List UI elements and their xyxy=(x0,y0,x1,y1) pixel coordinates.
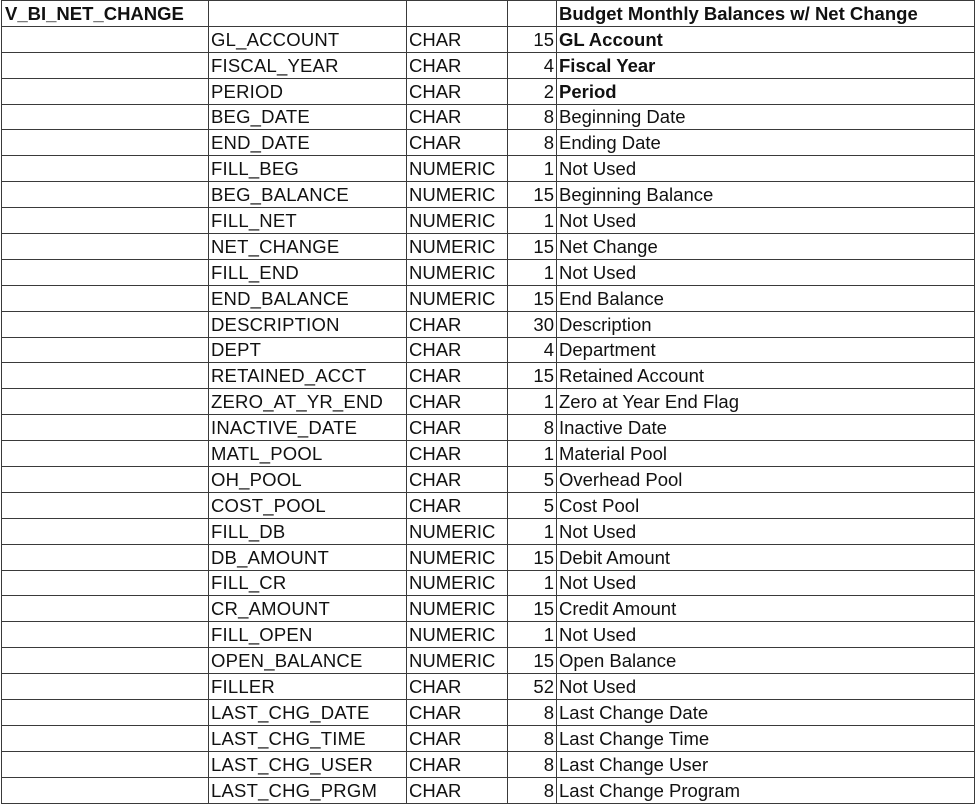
field-name-cell[interactable]: FILL_CR xyxy=(209,570,407,596)
field-name-cell[interactable]: END_BALANCE xyxy=(209,285,407,311)
field-name-cell[interactable]: FILLER xyxy=(209,674,407,700)
table-row xyxy=(2,78,975,104)
field-description-cell[interactable]: Not Used xyxy=(557,518,975,544)
field-name-cell[interactable]: COST_POOL xyxy=(209,492,407,518)
empty-cell[interactable] xyxy=(2,570,209,596)
field-type-cell[interactable]: CHAR xyxy=(407,492,508,518)
table-body xyxy=(2,1,975,804)
field-name-cell[interactable]: FILL_BEG xyxy=(209,156,407,182)
field-name-cell[interactable]: END_DATE xyxy=(209,130,407,156)
empty-cell[interactable] xyxy=(2,311,209,337)
field-length-cell[interactable]: 1 xyxy=(508,208,557,234)
table-row xyxy=(2,104,975,130)
table-row xyxy=(2,234,975,260)
empty-cell[interactable] xyxy=(2,777,209,803)
field-type-cell[interactable]: CHAR xyxy=(407,751,508,777)
field-type-cell[interactable]: NUMERIC xyxy=(407,285,508,311)
empty-cell[interactable] xyxy=(2,285,209,311)
field-length-cell[interactable]: 1 xyxy=(508,622,557,648)
field-name-cell[interactable]: LAST_CHG_PRGM xyxy=(209,777,407,803)
field-length-cell[interactable]: 2 xyxy=(508,78,557,104)
field-description-cell[interactable]: Last Change Date xyxy=(557,700,975,726)
field-description-cell[interactable]: Retained Account xyxy=(557,363,975,389)
field-type-cell[interactable]: CHAR xyxy=(407,725,508,751)
table-row xyxy=(2,544,975,570)
field-length-cell[interactable]: 8 xyxy=(508,130,557,156)
field-description-cell[interactable]: Zero at Year End Flag xyxy=(557,389,975,415)
field-type-cell[interactable]: CHAR xyxy=(407,389,508,415)
field-length-cell[interactable]: 1 xyxy=(508,259,557,285)
table-row xyxy=(2,337,975,363)
header-row xyxy=(2,1,975,27)
field-length-cell[interactable]: 1 xyxy=(508,389,557,415)
table-row xyxy=(2,441,975,467)
field-type-cell[interactable]: CHAR xyxy=(407,52,508,78)
table-row xyxy=(2,52,975,78)
field-length-cell[interactable]: 30 xyxy=(508,311,557,337)
field-name-cell[interactable]: LAST_CHG_TIME xyxy=(209,725,407,751)
field-name-cell[interactable]: BEG_BALANCE xyxy=(209,182,407,208)
table-row xyxy=(2,648,975,674)
field-type-cell[interactable]: NUMERIC xyxy=(407,622,508,648)
empty-cell[interactable] xyxy=(2,156,209,182)
field-name-cell[interactable]: DB_AMOUNT xyxy=(209,544,407,570)
empty-cell[interactable] xyxy=(2,234,209,260)
table-row xyxy=(2,130,975,156)
field-name-cell[interactable]: RETAINED_ACCT xyxy=(209,363,407,389)
field-type-cell[interactable]: CHAR xyxy=(407,700,508,726)
field-type-cell[interactable]: CHAR xyxy=(407,415,508,441)
field-description-cell[interactable]: Inactive Date xyxy=(557,415,975,441)
empty-cell[interactable] xyxy=(2,78,209,104)
field-length-cell[interactable]: 15 xyxy=(508,285,557,311)
field-description-cell[interactable]: Not Used xyxy=(557,570,975,596)
table-row xyxy=(2,570,975,596)
field-length-cell[interactable]: 5 xyxy=(508,492,557,518)
field-type-cell[interactable]: CHAR xyxy=(407,130,508,156)
field-description-cell[interactable]: Credit Amount xyxy=(557,596,975,622)
field-type-cell[interactable]: CHAR xyxy=(407,311,508,337)
field-definition-table xyxy=(1,0,975,804)
field-name-cell[interactable]: FISCAL_YEAR xyxy=(209,52,407,78)
field-type-cell[interactable]: CHAR xyxy=(407,363,508,389)
field-type-cell[interactable]: NUMERIC xyxy=(407,208,508,234)
field-name-cell[interactable]: OH_POOL xyxy=(209,467,407,493)
field-type-cell[interactable]: NUMERIC xyxy=(407,648,508,674)
field-type-cell[interactable]: NUMERIC xyxy=(407,570,508,596)
field-description-cell[interactable]: Not Used xyxy=(557,674,975,700)
field-name-cell[interactable]: DEPT xyxy=(209,337,407,363)
field-description-cell[interactable]: Last Change Time xyxy=(557,725,975,751)
field-length-cell[interactable]: 4 xyxy=(508,52,557,78)
field-length-cell[interactable]: 8 xyxy=(508,700,557,726)
table-row xyxy=(2,259,975,285)
field-name-cell[interactable]: MATL_POOL xyxy=(209,441,407,467)
field-name-cell[interactable]: LAST_CHG_USER xyxy=(209,751,407,777)
empty-cell[interactable] xyxy=(2,389,209,415)
table-row xyxy=(2,285,975,311)
field-length-cell[interactable]: 15 xyxy=(508,544,557,570)
field-description-cell[interactable]: Material Pool xyxy=(557,441,975,467)
empty-cell[interactable] xyxy=(2,467,209,493)
field-description-cell[interactable]: Overhead Pool xyxy=(557,467,975,493)
field-type-cell[interactable]: CHAR xyxy=(407,674,508,700)
empty-cell[interactable] xyxy=(407,1,508,27)
empty-cell[interactable] xyxy=(2,363,209,389)
field-length-cell[interactable]: 8 xyxy=(508,415,557,441)
field-description-cell[interactable]: Cost Pool xyxy=(557,492,975,518)
table-row xyxy=(2,751,975,777)
field-name-cell[interactable]: ZERO_AT_YR_END xyxy=(209,389,407,415)
field-length-cell[interactable]: 15 xyxy=(508,234,557,260)
field-description-cell[interactable]: Description xyxy=(557,311,975,337)
field-name-cell[interactable]: CR_AMOUNT xyxy=(209,596,407,622)
field-description-cell[interactable]: Not Used xyxy=(557,622,975,648)
empty-cell[interactable] xyxy=(2,596,209,622)
empty-cell[interactable] xyxy=(2,441,209,467)
field-name-cell[interactable]: FILL_OPEN xyxy=(209,622,407,648)
field-length-cell[interactable]: 8 xyxy=(508,725,557,751)
field-length-cell[interactable]: 8 xyxy=(508,104,557,130)
empty-cell[interactable] xyxy=(2,130,209,156)
field-length-cell[interactable]: 8 xyxy=(508,751,557,777)
field-type-cell[interactable]: NUMERIC xyxy=(407,234,508,260)
field-name-cell[interactable]: NET_CHANGE xyxy=(209,234,407,260)
field-length-cell[interactable]: 15 xyxy=(508,648,557,674)
table-row xyxy=(2,26,975,52)
empty-cell[interactable] xyxy=(2,674,209,700)
field-type-cell[interactable]: NUMERIC xyxy=(407,518,508,544)
empty-cell[interactable] xyxy=(2,52,209,78)
empty-cell[interactable] xyxy=(2,259,209,285)
empty-cell[interactable] xyxy=(2,544,209,570)
field-length-cell[interactable]: 1 xyxy=(508,441,557,467)
field-name-cell[interactable]: OPEN_BALANCE xyxy=(209,648,407,674)
field-type-cell[interactable]: NUMERIC xyxy=(407,156,508,182)
field-description-cell[interactable]: Beginning Date xyxy=(557,104,975,130)
table-row xyxy=(2,777,975,803)
empty-cell[interactable] xyxy=(2,182,209,208)
field-length-cell[interactable]: 52 xyxy=(508,674,557,700)
empty-cell[interactable] xyxy=(2,518,209,544)
field-type-cell[interactable]: CHAR xyxy=(407,337,508,363)
field-name-cell[interactable]: FILL_DB xyxy=(209,518,407,544)
table-row xyxy=(2,311,975,337)
table-row xyxy=(2,518,975,544)
field-description-cell[interactable]: Net Change xyxy=(557,234,975,260)
field-description-cell[interactable]: End Balance xyxy=(557,285,975,311)
table-row xyxy=(2,467,975,493)
field-length-cell[interactable]: 15 xyxy=(508,363,557,389)
field-type-cell[interactable]: NUMERIC xyxy=(407,544,508,570)
empty-cell[interactable] xyxy=(2,622,209,648)
field-type-cell[interactable]: CHAR xyxy=(407,104,508,130)
empty-cell[interactable] xyxy=(2,26,209,52)
field-type-cell[interactable]: NUMERIC xyxy=(407,259,508,285)
table-row xyxy=(2,596,975,622)
field-description-cell[interactable]: Last Change Program xyxy=(557,777,975,803)
field-type-cell[interactable]: CHAR xyxy=(407,78,508,104)
empty-cell[interactable] xyxy=(508,1,557,27)
field-type-cell[interactable]: NUMERIC xyxy=(407,596,508,622)
table-row xyxy=(2,415,975,441)
field-description-cell[interactable]: Beginning Balance xyxy=(557,182,975,208)
table-row xyxy=(2,363,975,389)
table-row xyxy=(2,674,975,700)
table-row xyxy=(2,208,975,234)
field-name-cell[interactable]: BEG_DATE xyxy=(209,104,407,130)
field-name-cell[interactable]: PERIOD xyxy=(209,78,407,104)
field-length-cell[interactable]: 1 xyxy=(508,570,557,596)
empty-cell[interactable] xyxy=(2,648,209,674)
empty-cell[interactable] xyxy=(2,725,209,751)
table-row xyxy=(2,622,975,648)
table-row xyxy=(2,492,975,518)
field-type-cell[interactable]: CHAR xyxy=(407,467,508,493)
empty-cell[interactable] xyxy=(2,208,209,234)
field-description-cell[interactable]: Not Used xyxy=(557,208,975,234)
field-length-cell[interactable]: 15 xyxy=(508,596,557,622)
field-name-cell[interactable]: FILL_END xyxy=(209,259,407,285)
field-type-cell[interactable]: CHAR xyxy=(407,777,508,803)
field-description-cell[interactable]: Not Used xyxy=(557,156,975,182)
view-name-cell[interactable]: V_BI_NET_CHANGE xyxy=(2,1,209,27)
field-description-cell[interactable]: Not Used xyxy=(557,259,975,285)
field-name-cell[interactable]: GL_ACCOUNT xyxy=(209,26,407,52)
field-type-cell[interactable]: CHAR xyxy=(407,441,508,467)
field-length-cell[interactable]: 4 xyxy=(508,337,557,363)
empty-cell[interactable] xyxy=(2,337,209,363)
table-row xyxy=(2,182,975,208)
field-length-cell[interactable]: 1 xyxy=(508,518,557,544)
field-description-cell[interactable]: Department xyxy=(557,337,975,363)
field-length-cell[interactable]: 15 xyxy=(508,182,557,208)
view-description-cell[interactable]: Budget Monthly Balances w/ Net Change xyxy=(557,1,975,27)
field-length-cell[interactable]: 15 xyxy=(508,26,557,52)
field-description-cell[interactable]: GL Account xyxy=(557,26,975,52)
field-name-cell[interactable]: DESCRIPTION xyxy=(209,311,407,337)
field-name-cell[interactable]: LAST_CHG_DATE xyxy=(209,700,407,726)
field-name-cell[interactable]: FILL_NET xyxy=(209,208,407,234)
field-length-cell[interactable]: 8 xyxy=(508,777,557,803)
empty-cell[interactable] xyxy=(2,104,209,130)
table-row xyxy=(2,700,975,726)
table-row xyxy=(2,156,975,182)
empty-cell[interactable] xyxy=(2,700,209,726)
table-row xyxy=(2,389,975,415)
field-description-cell[interactable]: Period xyxy=(557,78,975,104)
field-type-cell[interactable]: CHAR xyxy=(407,26,508,52)
table-row xyxy=(2,725,975,751)
field-description-cell[interactable]: Last Change User xyxy=(557,751,975,777)
field-description-cell[interactable]: Fiscal Year xyxy=(557,52,975,78)
field-description-cell[interactable]: Open Balance xyxy=(557,648,975,674)
empty-cell[interactable] xyxy=(2,492,209,518)
empty-cell[interactable] xyxy=(2,415,209,441)
empty-cell[interactable] xyxy=(209,1,407,27)
field-length-cell[interactable]: 1 xyxy=(508,156,557,182)
field-name-cell[interactable]: INACTIVE_DATE xyxy=(209,415,407,441)
empty-cell[interactable] xyxy=(2,751,209,777)
field-description-cell[interactable]: Ending Date xyxy=(557,130,975,156)
field-type-cell[interactable]: NUMERIC xyxy=(407,182,508,208)
field-length-cell[interactable]: 5 xyxy=(508,467,557,493)
field-description-cell[interactable]: Debit Amount xyxy=(557,544,975,570)
